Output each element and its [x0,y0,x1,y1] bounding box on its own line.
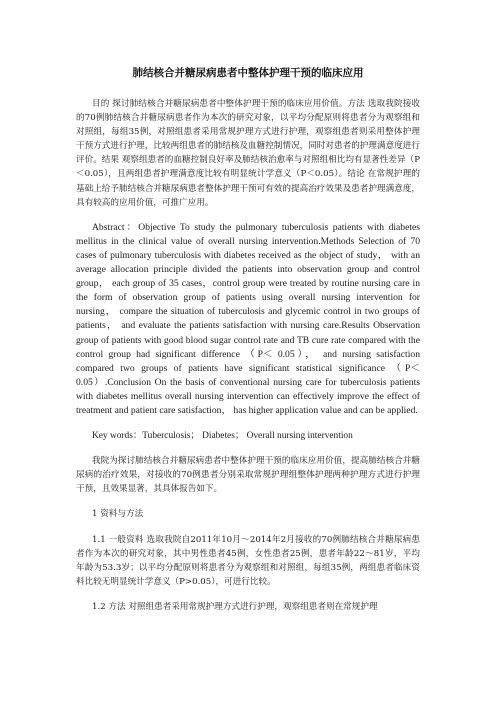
section-general-data: 1.1 一般资料 选取我院自2011年10月～2014年2月接收的70例肺结核合并糖尿病患者作为本次的研究对象，其中男性患者45例，女性患者25例，患者年龄22～81岁，平均年龄为53.3岁；以平均分配原则将患者分为观察组和对照组，每组35例，两组患者临床资料比较无明显统计学意义（P>0.05），可进行比较。 [76,534,420,587]
introduction-paragraph: 我院为探讨肺结核合并糖尿病患者中整体护理干预的临床应用价值，提高肺结核合并糖尿病的治疗效果，对接收的70例患者分别采取常规护理组整体护理两种护理方式进行护理干预，且效果显著，其具体报告如下。 [76,456,420,495]
keywords: Key words：Tuberculosis； Diabetes； Overall nursing intervention [92,431,353,442]
abstract-english: Abstract：Objective To study the pulmonary tuberculosis patients with diabetes mellitus in the clinical value of overall nursing intervention.Methods Selection of 70 cases of pulmonary tuberculosis with diabetes received as the object of study， with an average allocation principle divided the patients into observation group and control group， each group of 35 cases，control group were treated by routine nursing care in the form of observation group of patients using overall nursing intervention for nursing， compare the situation of tuberculosis and glycemic control in two groups of patients， and evaluate the patients satisfaction with nursing care.Results Observation group of patients with good blood sugar control rate and TB cure rate compared with the control group had significant difference （P＜ 0.05）， and nursing satisfaction compared two groups of patients have significant statistical significance （P＜ 0.05）.Conclusion On the basis of conventional nursing care for tuberculosis patients with diabetes mellitus overall nursing intervention can effectively improve the effect of treatment and patient care satisfaction， has higher application value and can be applied. [76,221,420,416]
section-heading-materials-methods: 1 资料与方法 [92,509,144,520]
document-title: 肺结核合并糖尿病患者中整体护理干预的临床应用 [132,67,364,79]
abstract-chinese: 目的 探讨肺结核合并糖尿病患者中整体护理干预的临床应用价值。方法 选取我院接收的70例肺结核合并糖尿病患者作为本次的研究对象，以平均分配原则将患者分为观察组和对照组，每组35例，对照组患者采用常规护理方式进行护理，观察组患者则采用整体护理干预方式进行护理，比较两组患者的肺结核及血糖控制情况，同时对患者的护理满意度进行评价。结果 观察组患者的血糖控制良好率及肺结核治愈率与对照组相比均有显著性差异（P＜0.05），且两组患者护理满意度比较有明显统计学意义（P＜0.05）。结论 在常规护理的基础上给予肺结核合并糖尿病患者整体护理干预可有效的提高治疗效果及患者护理满意度，具有较高的应用价值，可推广应用。 [76,99,420,208]
section-methods: 1.2 方法 对照组患者采用常规护理方式进行护理，观察组患者则在常规护理 [92,601,378,612]
